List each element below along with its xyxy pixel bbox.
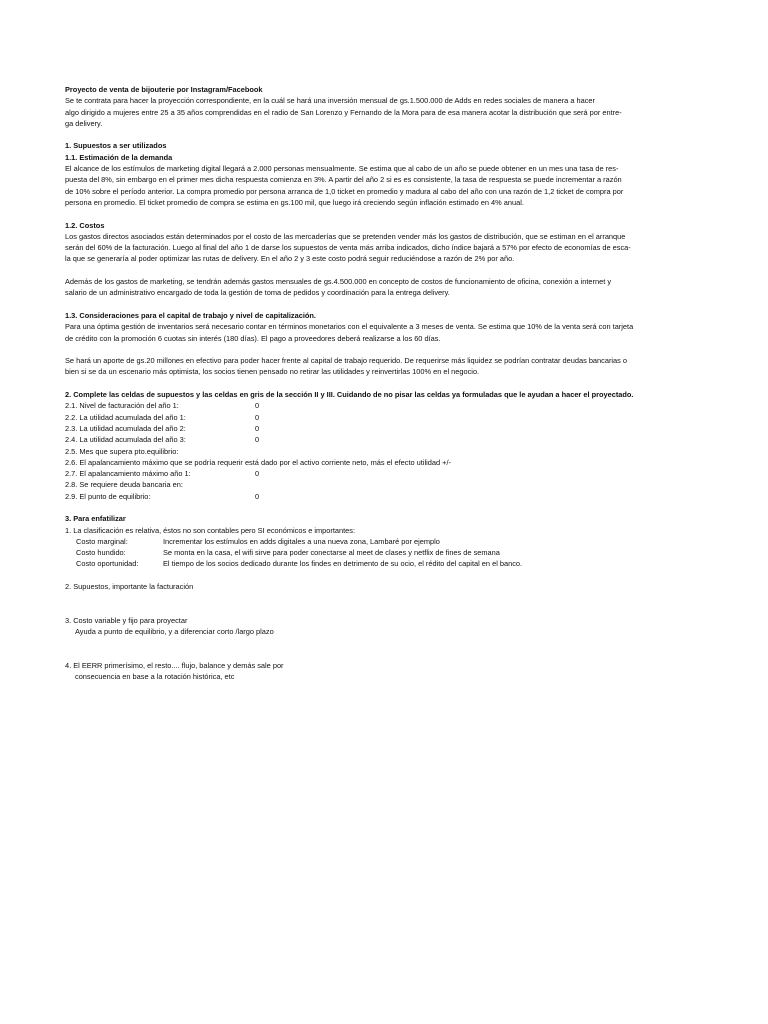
result-label: 2.8. Se requiere deuda bancaria en:: [65, 480, 183, 490]
result-row: [65, 491, 705, 502]
section-1-2-heading: 1.2. Costos: [65, 220, 105, 230]
result-label: 2.9. El punto de equilibrio:: [65, 491, 151, 501]
result-row: [65, 446, 705, 457]
result-row: [65, 468, 705, 479]
result-label: 2.5. Mes que supera pto.equilibrio:: [65, 446, 179, 456]
cost-description: Incrementar los estímulos en adds digitales a una nueva zona, Lambaré por ejemplo: [163, 536, 440, 546]
section-1-2-line: serán del 60% de la facturación. Luego al final del año 1 de darse los supuestos de venta más arriba indicados, dicho índice bajará a 57% por efecto de economías de esca-: [65, 243, 631, 253]
section-1-1-line: persona en promedio. El ticket promedio de compra se estima en gs.100 mil, que luego irá creciendo según inflación estimado en 4% anual.: [65, 197, 524, 207]
section-1-heading: 1. Supuestos a ser utilizados: [65, 141, 167, 151]
cost-term-row: [65, 558, 705, 569]
section-1-1-line: El alcance de los estímulos de marketing digital llegará a 2.000 personas mensualmente. Se estima que al cabo de un año se puede obtener en un mes una tasa de res-: [65, 164, 619, 174]
section-1-3-line: de crédito con la promoción 6 cuotas sin interés (180 días). El pago a proveedores deberá realizarse a los 60 días.: [65, 333, 441, 343]
section-3-intro: 1. La clasificación es relativa, éstos no son contables pero SI económicos e importantes:: [65, 525, 356, 535]
result-value: 0: [255, 423, 260, 433]
section-1-2-line: Además de los gastos de marketing, se tendrán además gastos mensuales de gs.4.500.000 en concepto de costos de funcionamiento de oficina, conexión a internet y: [65, 277, 612, 287]
cost-term-row: [65, 547, 705, 558]
result-row: [65, 400, 705, 411]
result-value: 0: [255, 412, 260, 422]
result-label: 2.7. El apalancamiento máximo año 1:: [65, 469, 191, 479]
result-label: 2.2. La utilidad acumulada del año 1:: [65, 412, 186, 422]
intro-line: Se te contrata para hacer la proyección correspondiente, en la cuál se hará una inversión mensual de gs.1.500.000 de Adds en redes sociales de manera a hacer: [65, 96, 595, 106]
section-1-3-line: bien si se da un escenario más optimista, los socios tienen pensado no retirar las utilidades y reinvertirlas 100% en el negocio.: [65, 367, 480, 377]
result-value: 0: [255, 469, 260, 479]
section-3-point: 3. Costo variable y fijo para proyectar: [65, 615, 188, 625]
result-label: 2.6. El apalancamiento máximo que se podría requerir está dado por el activo corriente neto, más el efecto utilidad +/-: [65, 457, 451, 467]
cost-term-row: [65, 536, 705, 547]
section-2-heading: 2. Complete las celdas de supuestos y las celdas en gris de la sección II y III. Cuidando de no pisar las celdas ya formuladas que le ayudan a hacer el proyectado.: [65, 390, 634, 400]
section-3-point: 2. Supuestos, importante la facturación: [65, 582, 194, 592]
section-3-point-detail: consecuencia en base a la rotación histórica, etc: [75, 672, 235, 682]
section-1-1-heading: 1.1. Estimación de la demanda: [65, 152, 173, 162]
intro-line: ga delivery.: [65, 118, 103, 128]
document-title: Proyecto de venta de bijouterie por Instagram/Facebook: [65, 85, 263, 94]
cost-term: Costo hundido:: [76, 548, 126, 558]
section-1-2-line: la que se generaría al poder optimizar las rutas de delivery. En el año 2 y 3 este costo podrá seguir reduciéndose a razón de 2% por año.: [65, 254, 515, 264]
cost-description: El tiempo de los socios dedicado durante los findes en detrimento de su ocio, el rédito del capital en el banco.: [163, 559, 523, 569]
section-1-3-line: Para una óptima gestión de inventarios será necesario contar en términos monetarios con el equivalente a 3 meses de venta. Se estima que 10% de la venta será con tarjeta: [65, 322, 634, 332]
result-row: [65, 434, 705, 445]
section-1-2-line: Los gastos directos asociados están determinados por el costo de las mercaderías que se pretenden vender más los gastos de distribución, que se estiman en el arranque: [65, 231, 626, 241]
result-row: [65, 423, 705, 434]
section-3-point: 4. El EERR primerísimo, el resto.... flujo, balance y demás sale por: [65, 661, 284, 671]
result-value: 0: [255, 401, 260, 411]
cost-description: Se monta en la casa, el wifi sirve para poder conectarse al meet de clases y netflix de fines de semana: [163, 548, 500, 558]
result-row: [65, 412, 705, 423]
result-label: 2.1. Nivel de facturación del año 1:: [65, 401, 179, 411]
result-value: 0: [255, 491, 260, 501]
section-1-1-line: puesta del 8%, sin embargo en el primer mes dicha respuesta comienza en 3%. A partir del año 2 si es es consistente, la tasa de respuesta se puede incrementar a razón: [65, 175, 622, 185]
section-1-2-line: salario de un administrativo encargado de toda la gestión de toma de pedidos y coordinación para la entrega delivery.: [65, 288, 450, 298]
result-label: 2.4. La utilidad acumulada del año 3:: [65, 435, 186, 445]
document-page: [65, 84, 705, 683]
section-1-3-line: Se hará un aporte de gs.20 millones en efectivo para poder hacer frente al capital de trabajo requerido. De requerirse más liquidez se podrían contratar deudas bancarias o: [65, 356, 628, 366]
section-3-heading: 3. Para enfatilizar: [65, 514, 126, 524]
result-row: [65, 479, 705, 490]
cost-term: Costo oportunidad:: [76, 559, 139, 569]
section-1-1-line: de 10% sobre el período anterior. La compra promedio por persona arranca de 1,0 ticket en promedio y madura al cabo del año con una razón de 1,2 ticket de compra por: [65, 186, 624, 196]
intro-line: algo dirigido a mujeres entre 25 a 35 años comprendidas en el radio de San Lorenzo y Fernando de la Mora para de esa manera acotar la distribución que será por entre-: [65, 107, 622, 117]
cost-term: Costo marginal:: [76, 536, 128, 546]
result-row: [65, 457, 705, 468]
result-value: 0: [255, 435, 260, 445]
section-3-point-detail: Ayuda a punto de equilibrio, y a diferenciar corto /largo plazo: [75, 627, 274, 637]
result-label: 2.3. La utilidad acumulada del año 2:: [65, 423, 186, 433]
section-1-3-heading: 1.3. Consideraciones para el capital de trabajo y nivel de capitalización.: [65, 310, 316, 320]
